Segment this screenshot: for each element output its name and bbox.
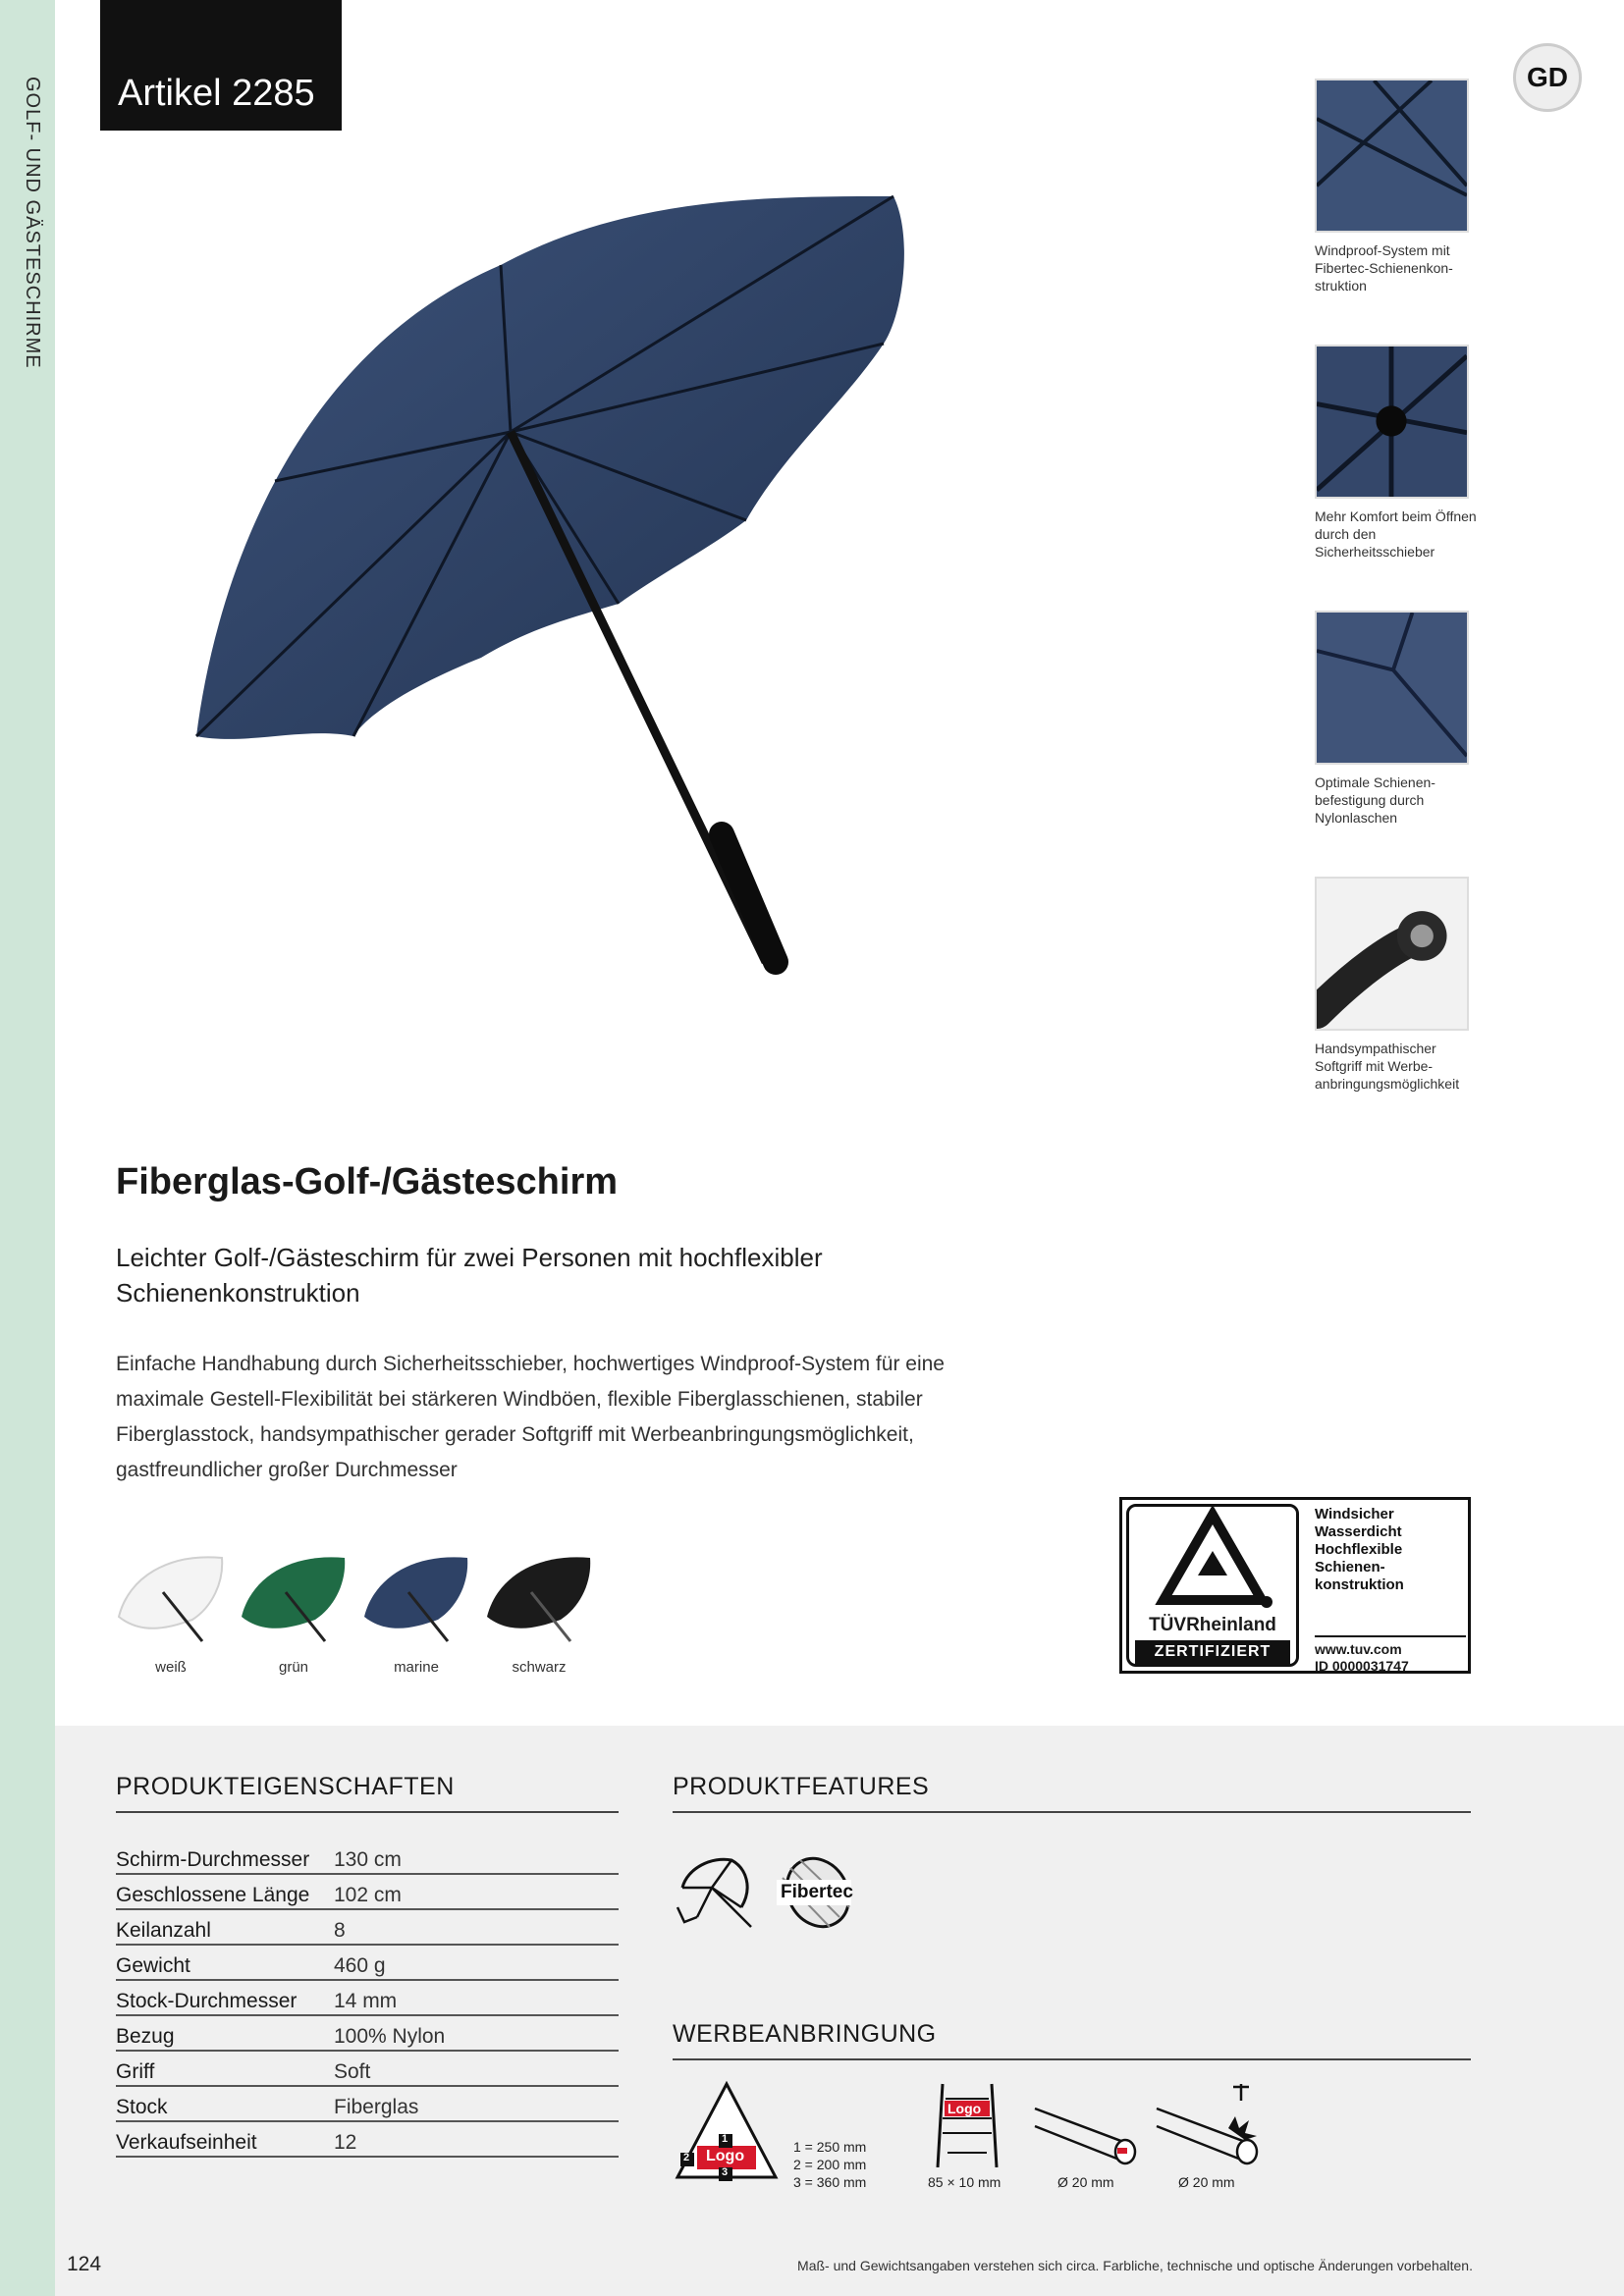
umbrella-navy-icon — [359, 1543, 473, 1651]
table-row: Gewicht 460 g — [116, 1946, 619, 1981]
fibertec-feature-icon — [771, 1848, 859, 1937]
thumbnail-safety-slider — [1315, 345, 1469, 499]
table-row: Keilanzahl 8 — [116, 1910, 619, 1946]
brand-logo: GD — [1513, 43, 1582, 112]
tuv-seal: TÜVRheinland ZERTIFIZIERT — [1126, 1504, 1299, 1667]
table-row: Schirm-Durchmesser 130 cm — [116, 1840, 619, 1875]
panel-number-1: 1 — [722, 2133, 729, 2145]
tuv-certificate — [1119, 1497, 1471, 1674]
thumbnail-caption: Handsympathischer Softgriff mit Werbe-anbringungsmöglichkeit — [1315, 1041, 1460, 1092]
fibertec-label: Fibertec — [781, 1882, 853, 1902]
thumbnail-nylon-straps — [1315, 611, 1469, 765]
branding-divider — [673, 2058, 1471, 2060]
tuv-properties: Windsicher Wasserdicht Hochflexible Schienen- konstruktion — [1315, 1506, 1404, 1593]
table-row: Verkaufseinheit 12 — [116, 2122, 619, 2158]
thumbnail-caption: Mehr Komfort beim Öffnen durch den Sicherheitsschieber — [1315, 508, 1477, 560]
properties-title: PRODUKTEIGENSCHAFTEN — [116, 1773, 455, 1800]
table-row: Stock-Durchmesser 14 mm — [116, 1981, 619, 2016]
category-label: GOLF- UND GÄSTESCHIRME — [22, 77, 43, 369]
product-description: Einfache Handhabung durch Sicherheitsschieber, hochwertiges Windproof-System für eine maximale Gestell-Flexibilität bei stärkeren Windböen, flexible Fiberglasschienen, stabiler Fiberglasstock, handsympathischer gerader Softgriff mit Werbeanbringungsmöglichkeit, gastfreundlicher großer Durchmesser — [116, 1353, 945, 1481]
table-row: Griff Soft — [116, 2052, 619, 2087]
handle-print-diagram-1 — [1033, 2099, 1141, 2167]
canopy-print-diagram — [673, 2079, 781, 2187]
product-subtitle: Leichter Golf-/Gästeschirm für zwei Personen mit hochflexibler Schienenkonstruktion — [116, 1243, 823, 1308]
windproof-feature-icon — [673, 1848, 761, 1937]
disclaimer: Maß- und Gewichtsangaben verstehen sich circa. Farbliche, technische und optische Änderungen vorbehalten. — [797, 2258, 1473, 2273]
thumbnail-soft-grip — [1315, 877, 1469, 1031]
table-row: Bezug 100% Nylon — [116, 2016, 619, 2052]
table-row: Geschlossene Länge 102 cm — [116, 1875, 619, 1910]
handle-diameter-caption-1: Ø 20 mm — [1057, 2174, 1114, 2190]
color-option-navy[interactable]: marine — [359, 1543, 473, 1676]
features-divider — [673, 1811, 1471, 1813]
handle-diameter-caption-2: Ø 20 mm — [1178, 2174, 1235, 2190]
product-image — [157, 157, 1129, 982]
umbrella-green-icon — [237, 1543, 351, 1651]
umbrella-illustration — [157, 157, 1129, 982]
table-row: Stock Fiberglas — [116, 2087, 619, 2122]
branding-title: WERBEANBRINGUNG — [673, 2020, 937, 2048]
color-option-white[interactable]: weiß — [114, 1543, 228, 1676]
color-option-green[interactable]: grün — [237, 1543, 351, 1676]
thumbnail-windproof — [1315, 79, 1469, 233]
logo-print-label: Logo — [706, 2148, 745, 2164]
properties-table — [116, 1840, 619, 2158]
tuv-web-info: www.tuv.com ID 0000031747 — [1315, 1635, 1466, 1675]
article-badge: Artikel 2285 — [100, 0, 342, 131]
thumbnail-caption: Windproof-System mit Fibertec-Schienenkon-struktion — [1315, 242, 1453, 294]
handle-print-diagram-2 — [1155, 2079, 1263, 2167]
umbrella-white-icon — [114, 1543, 228, 1651]
product-title: Fiberglas-Golf-/Gästeschirm — [116, 1161, 619, 1202]
panel-number-3: 3 — [722, 2166, 729, 2178]
properties-divider — [116, 1811, 619, 1813]
strap-print-diagram — [928, 2079, 1006, 2167]
thumbnail-caption: Optimale Schienen-befestigung durch Nylonlaschen — [1315, 774, 1435, 826]
page-number: 124 — [67, 2253, 102, 2275]
tuv-triangle-icon — [1129, 1507, 1296, 1615]
strap-size-caption: 85 × 10 mm — [928, 2174, 1001, 2190]
color-variants — [114, 1543, 624, 1690]
features-title: PRODUKTFEATURES — [673, 1773, 930, 1800]
print-size-list: 1 = 250 mm 2 = 200 mm 3 = 360 mm — [793, 2139, 867, 2190]
umbrella-black-icon — [482, 1543, 596, 1651]
panel-number-2: 2 — [683, 2152, 690, 2163]
strap-logo-label: Logo — [947, 2101, 982, 2116]
color-option-black[interactable]: schwarz — [482, 1543, 596, 1676]
